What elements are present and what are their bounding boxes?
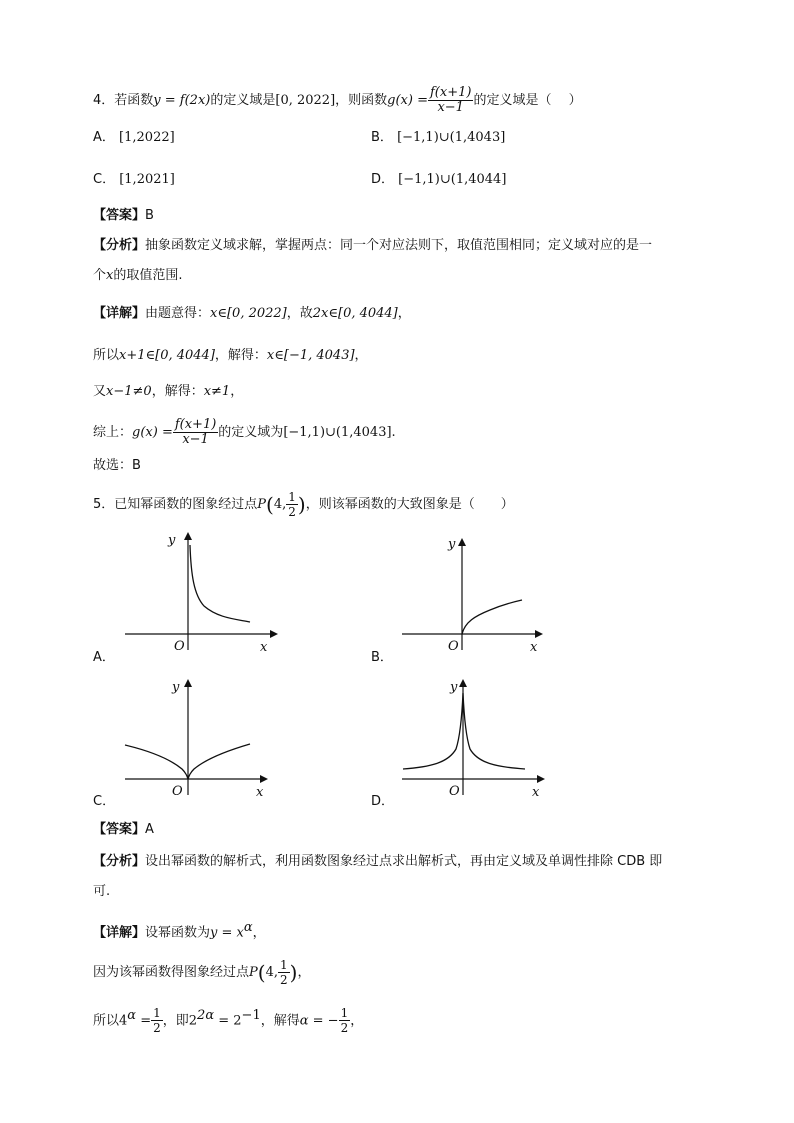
q4-stem (93, 86, 582, 115)
curve (462, 600, 522, 634)
q5-detail-3-alpha-num: 1 (340, 1006, 349, 1021)
q5-detail-3b: 4 (119, 1013, 128, 1029)
q5-option-c-label[interactable]: C． (93, 794, 116, 809)
q4-analysis-text-1: 抽象函数定义域求解，掌握两点：同一个对应法则下，取值范围相同；定义域对应的是一 (145, 238, 653, 253)
q4-option-c-label: C． (93, 172, 116, 187)
q5-point-den: 2 (288, 505, 296, 519)
x-label: x (260, 640, 268, 655)
q4-detail-2e: ， (354, 348, 368, 363)
q4-option-d[interactable] (371, 170, 506, 190)
q5-detail-3-alpha-fraction (339, 1006, 351, 1035)
y-label: y (448, 537, 456, 552)
q4-number: 4． (93, 93, 115, 108)
q4-detail-line-4 (93, 418, 396, 447)
q5-graph-b[interactable] (400, 530, 560, 655)
q5-detail-point-a: 4, (265, 965, 278, 980)
q5-detail-1sup: α (243, 920, 253, 935)
q5-detail-point-fraction (278, 958, 290, 987)
q4-detail-tag: 【详解】 (93, 306, 146, 321)
curve (403, 693, 525, 769)
q5-paren-close: ) (297, 492, 306, 517)
q4-detail-line-1 (93, 304, 411, 324)
q4-domain: [0, 2022] (275, 93, 336, 108)
q5-detail-3d: ，即 (162, 1013, 189, 1029)
q4-option-c[interactable] (93, 170, 175, 190)
q4-g: g(x) = (387, 93, 428, 108)
q4-detail-1c: ，故 (286, 306, 313, 321)
q4-detail-1a: 由题意得： (145, 306, 211, 321)
q5-stem (93, 490, 514, 519)
q5-number: 5． (93, 497, 115, 512)
q4-detail-2d: x∈[−1, 4043] (266, 348, 355, 363)
q5-detail-3sup3: −1 (241, 1008, 261, 1023)
q5-post: ，则该幂函数的大致图象是（ ） (305, 497, 514, 512)
q4-detail-4b: g(x) = (132, 425, 173, 440)
q5-detail-3g: ，解得 (260, 1013, 300, 1029)
q5-detail-paren-open: ( (257, 960, 266, 985)
q4-detail-1b: x∈[0, 2022] (210, 306, 287, 321)
q5-option-d-label[interactable]: D． (371, 794, 395, 809)
q5-analysis-text-1: 设出幂函数的解析式，利用函数图象经过点求出解析式，再由定义域及单调性排除 CDB 即 (145, 854, 663, 869)
q4-detail-1e: ， (397, 306, 411, 321)
q5-analysis-line-1 (93, 852, 662, 872)
q4-detail-3a: 又 (93, 384, 107, 399)
q4-option-a[interactable] (93, 128, 175, 148)
q4-analysis-tag: 【分析】 (93, 238, 146, 253)
q4-g-num: f(x+1) (429, 85, 472, 100)
q4-detail-3b: x−1≠0 (106, 384, 152, 399)
q4-detail-2c: ，解得： (214, 348, 267, 363)
q5-detail-1b: y = x (210, 925, 244, 941)
x-axis-arrow (537, 775, 545, 783)
q5-point-fraction (286, 490, 298, 519)
q5-paren-open: ( (266, 492, 274, 517)
q5-point-name: P (257, 497, 267, 512)
q4-detail-3c: ，解得： (151, 384, 204, 399)
q5-detail-3c: = (136, 1013, 152, 1029)
q5-analysis-tag: 【分析】 (93, 854, 146, 869)
x-label: x (256, 785, 264, 800)
q5-graph-d[interactable] (400, 675, 560, 800)
q4-answer (93, 206, 154, 226)
q4-option-b[interactable] (371, 128, 505, 148)
q4-detail-3d: x≠1 (203, 384, 231, 399)
q5-detail-1c: ， (252, 925, 266, 941)
q4-option-a-label: A． (93, 130, 115, 145)
q5-detail-line-2 (93, 958, 310, 987)
q4-detail-den: x−1 (182, 432, 209, 447)
q4-answer-value: B (145, 208, 154, 223)
origin-label: O (448, 639, 459, 654)
q4-analysis-line-1 (93, 236, 652, 256)
q5-detail-3sup2: 2α (197, 1008, 215, 1023)
q4-conclusion: 故选：B (93, 458, 141, 473)
q5-graph-c[interactable] (120, 675, 280, 800)
origin-label: O (449, 784, 460, 799)
q5-point-a: 4, (273, 497, 287, 512)
q4-option-d-label: D． (371, 172, 395, 187)
q4-option-b-label: B． (371, 130, 393, 145)
q5-answer (93, 820, 154, 840)
origin-label: O (172, 784, 183, 799)
q4-comma: ，则函数 (335, 93, 388, 108)
q4-detail-2b: x+1∈[0, 4044] (119, 348, 215, 363)
q5-detail-3sup: α (127, 1008, 137, 1023)
q5-detail-paren-close: ) (289, 960, 298, 985)
q4-analysis-2a: 个 (93, 268, 107, 283)
q5-option-a-label[interactable]: A． (93, 650, 115, 665)
q5-detail-3-alpha-den: 2 (340, 1021, 349, 1036)
q5-detail-3-fraction (151, 1006, 163, 1035)
origin-label: O (174, 639, 185, 654)
q4-analysis-2b: 的取值范围. (113, 268, 183, 283)
x-axis-arrow (270, 630, 278, 638)
q5-answer-value: A (145, 822, 154, 837)
y-axis-arrow (184, 532, 192, 540)
q5-detail-3e: 2 (188, 1013, 198, 1029)
q4-detail-4d: [−1,1)∪(1,4043]. (283, 425, 396, 440)
q4-detail-1d: 2x∈[0, 4044] (312, 306, 398, 321)
q4-answer-tag: 【答案】 (93, 208, 146, 223)
x-label: x (532, 785, 540, 800)
q5-detail-line-1 (93, 918, 266, 943)
q4-option-a-value: [1,2022] (119, 130, 175, 145)
y-axis-arrow (184, 679, 192, 687)
q4-func: y = f(2x) (153, 93, 211, 108)
q5-point-num: 1 (288, 490, 296, 504)
q5-detail-2a: 因为该幂函数得图象经过点 (93, 965, 250, 980)
q5-analysis-line-2: 可. (93, 884, 111, 899)
y-axis-arrow (458, 538, 466, 546)
q5-detail-point-den: 2 (279, 973, 288, 987)
q4-detail-line-2 (93, 346, 368, 366)
q4-detail-4a: 综上： (93, 425, 133, 440)
q5-detail-point-num: 1 (279, 958, 288, 972)
q5-detail-3f: = 2 (214, 1013, 242, 1029)
q5-graph-a[interactable] (120, 530, 280, 655)
q5-option-b-label[interactable]: B． (371, 650, 393, 665)
q4-analysis-x: x (106, 268, 114, 283)
q5-detail-3i: ， (350, 1013, 364, 1029)
q4-detail-4c: 的定义域为 (218, 425, 284, 440)
x-label: x (530, 640, 538, 655)
q4-option-d-value: [−1,1)∪(1,4044] (398, 172, 507, 187)
y-label: y (168, 533, 176, 548)
q4-detail-fraction (173, 418, 218, 447)
q5-detail-2-comma: ， (297, 965, 311, 980)
q4-detail-num: f(x+1) (174, 417, 217, 432)
q4-post: 的定义域是（ ） (473, 93, 582, 108)
q5-detail-3-den: 2 (153, 1021, 161, 1036)
curve (190, 545, 250, 622)
q4-g-fraction (428, 86, 473, 115)
q5-answer-tag: 【答案】 (93, 822, 146, 837)
q4-pre: 若函数 (114, 93, 154, 108)
q4-g-den: x−1 (437, 100, 464, 115)
q4-option-b-value: [−1,1)∪(1,4043] (397, 130, 506, 145)
q5-pre: 已知幂函数的图象经过点 (114, 497, 258, 512)
q4-detail-line-3 (93, 382, 243, 402)
q5-detail-3a: 所以 (93, 1013, 120, 1029)
y-label: y (172, 680, 180, 695)
q4-option-c-value: [1,2021] (119, 172, 175, 187)
q4-domain-text: 的定义域是 (210, 93, 276, 108)
q5-detail-tag: 【详解】 (93, 925, 146, 941)
q4-analysis-line-2 (93, 266, 183, 286)
q5-detail-3h: α = − (299, 1013, 339, 1029)
x-axis-arrow (260, 775, 268, 783)
y-axis-arrow (459, 679, 467, 687)
x-axis-arrow (535, 630, 543, 638)
q5-detail-1a: 设幂函数为 (145, 925, 211, 941)
q4-detail-2a: 所以 (93, 348, 120, 363)
q5-detail-point-name: P (249, 965, 258, 980)
q4-detail-3e: ， (230, 384, 244, 399)
y-label: y (450, 680, 458, 695)
q5-detail-line-3 (93, 1006, 363, 1035)
q5-detail-3-num: 1 (153, 1006, 161, 1021)
